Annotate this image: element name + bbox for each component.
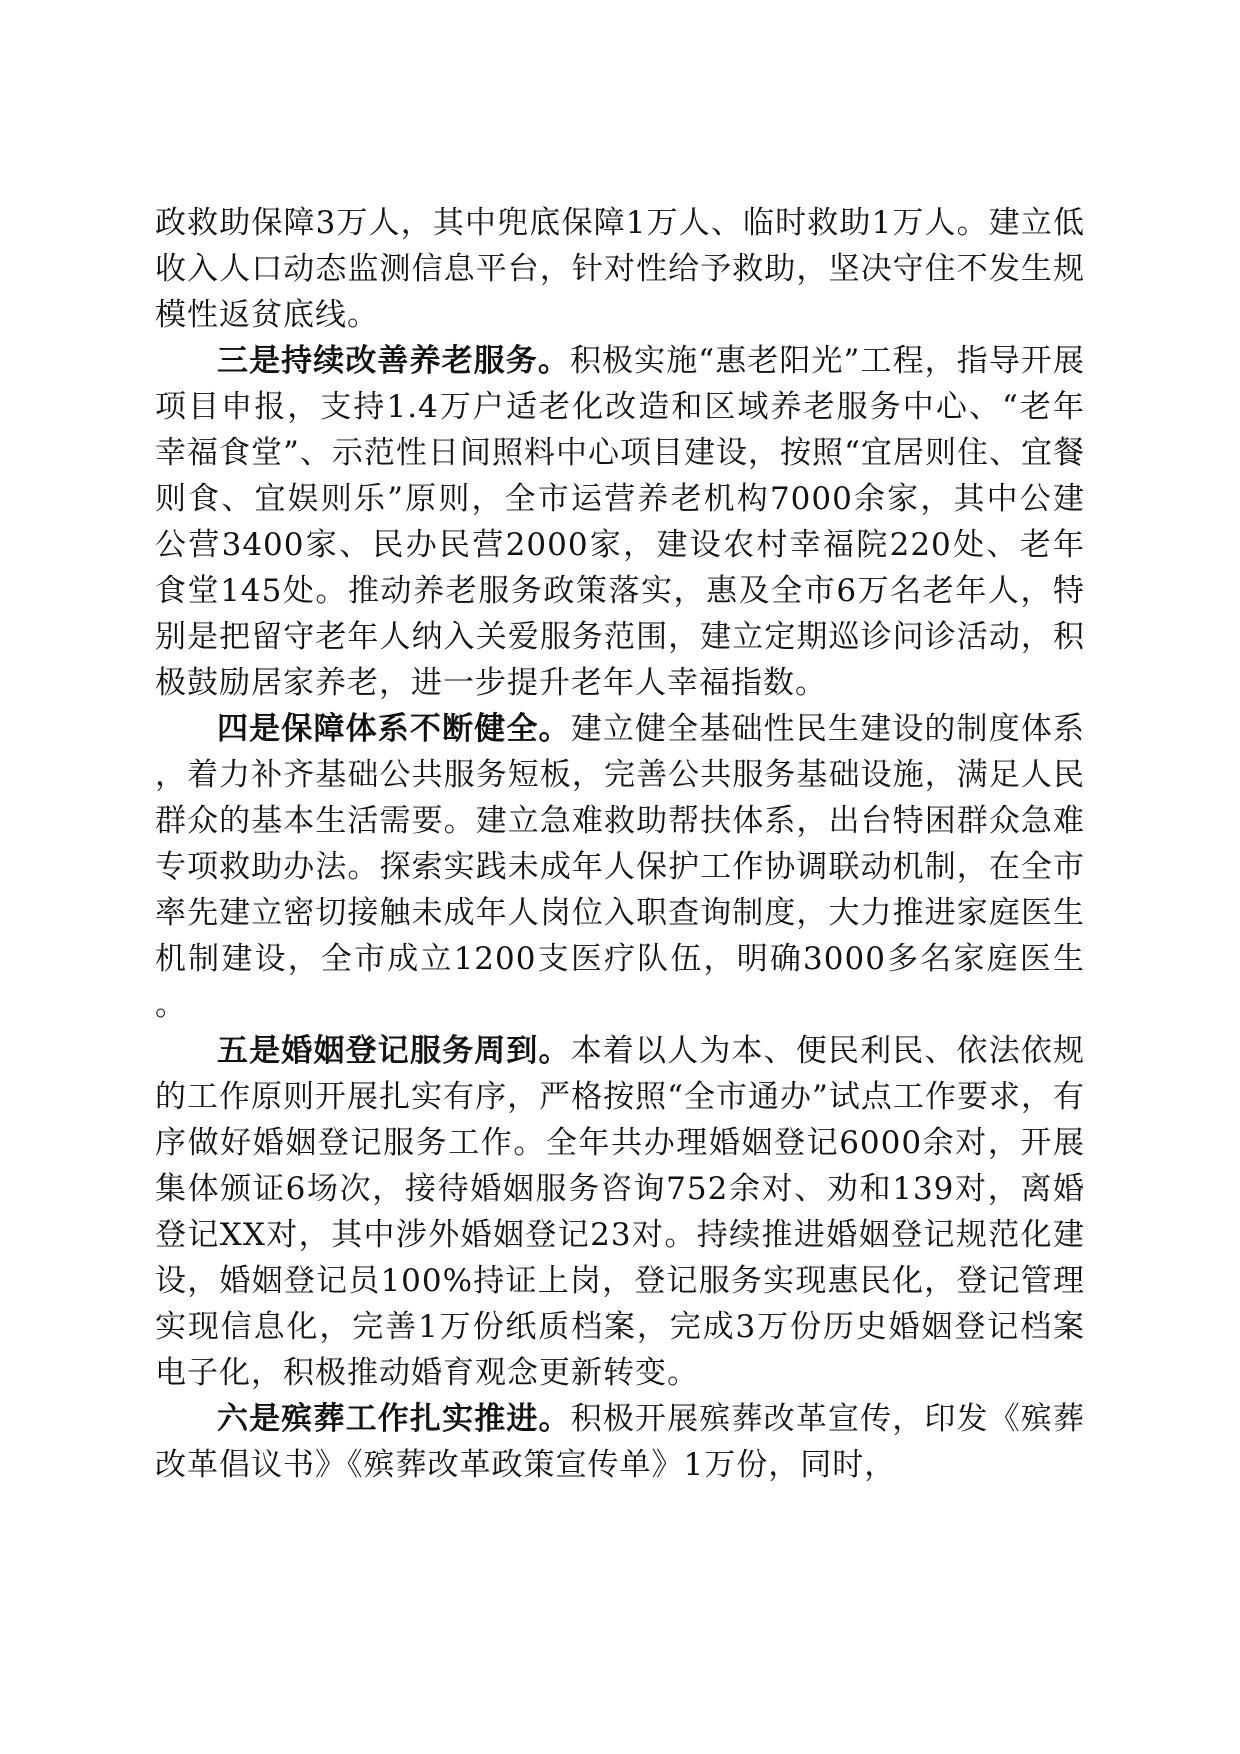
paragraph-text: 本着以人为本、便民利民、依法依规的工作原则开展扎实有序，严格按照“全市通办”试点工作要求，有序做好婚姻登记服务工作。全年共办理婚姻登记6000余对，开展集体颁证6场次，接待婚姻服务咨询752余对、劝和139对，离婚登记XX对，其中涉外婚姻登记23对。持续推进婚姻登记规范化建设，婚姻登记员100%持证上岗，登记服务实现惠民化，登记管理实现信息化，完善1万份纸质档案，完成3万份历史婚姻登记档案电子化，积极推动婚育观念更新转变。 — [155, 1033, 1086, 1391]
paragraph-security-system — [155, 706, 1085, 1028]
paragraph-funeral-work — [155, 1396, 1085, 1488]
paragraph-lead: 三是持续改善养老服务。 — [217, 343, 570, 379]
paragraph-text: 建立健全基础性民生建设的制度体系，着力补齐基础公共服务短板，完善公共服务基础设施，满足人民群众的基本生活需要。建立急难救助帮扶体系，出台特困群众急难专项救助办法。探索实践未成年人保护工作协调联动机制，在全市率先建立密切接触未成年人岗位入职查询制度，大力推进家庭医生机制建设，全市成立1200支医疗队伍，明确3000多名家庭医生。 — [155, 711, 1086, 1023]
paragraph-marriage-registration — [155, 1028, 1085, 1396]
paragraph-elderly-care — [155, 338, 1085, 706]
paragraph-text: 政救助保障3万人，其中兜底保障1万人、临时救助1万人。建立低收入人口动态监测信息平台，针对性给予救助，坚决守住不发生规模性返贫底线。 — [155, 205, 1085, 333]
paragraph-lead: 四是保障体系不断健全。 — [217, 711, 571, 747]
paragraph-lead: 六是殡葬工作扎实推进。 — [217, 1401, 571, 1437]
paragraph-text: 积极实施“惠老阳光”工程，指导开展项目申报，支持1.4万户适老化改造和区域养老服务中心、“老年幸福食堂”、示范性日间照料中心项目建设，按照“宜居则住、宜餐则食、宜娱则乐”原则，全市运营养老机构7000余家，其中公建公营3400家、民办民营2000家，建设农村幸福院220处、老年食堂145处。推动养老服务政策落实，惠及全市6万名老年人，特别是把留守老年人纳入关爱服务范围，建立定期巡诊问诊活动，积极鼓励居家养老，进一步提升老年人幸福指数。 — [155, 343, 1085, 701]
paragraph-lead: 五是婚姻登记服务周到。 — [217, 1033, 571, 1069]
document-body — [155, 200, 1085, 1488]
paragraph-text: 积极开展殡葬改革宣传，印发《殡葬改革倡议书》《殡葬改革政策宣传单》1万份，同时， — [155, 1401, 1086, 1483]
paragraph-continuation — [155, 200, 1085, 338]
